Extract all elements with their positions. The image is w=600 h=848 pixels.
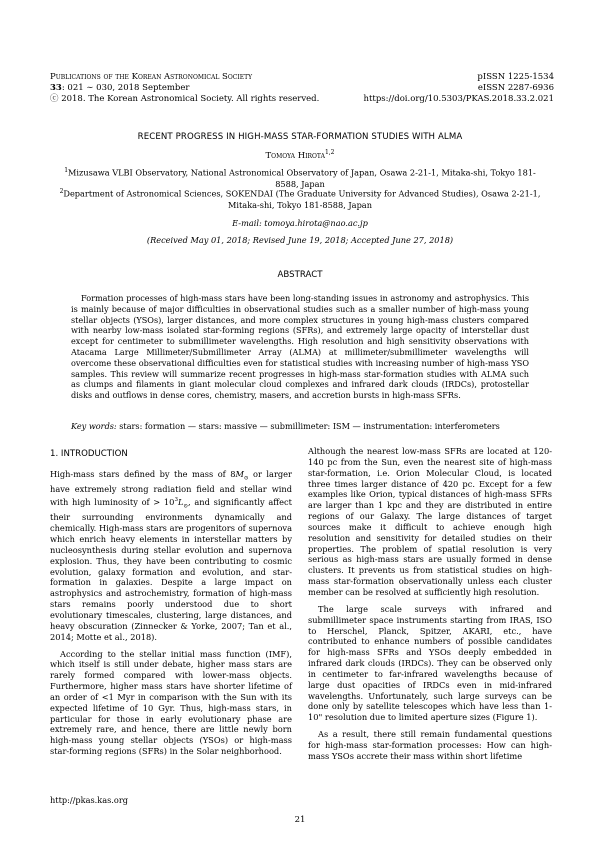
copyright-line: ⓒ 2018. The Korean Astronomical Society. All rights reserved. <box>50 94 320 104</box>
author-superscript: 1,2 <box>324 149 335 156</box>
affiliation-2-text: Department of Astronomical Sciences, SOKENDAI (The Graduate University for Advanced Studies), Osawa 2-21-1, Mitaka-shi, Tokyo 181-8588, Japan <box>63 188 541 210</box>
right-paragraph-2: The large scale surveys with infrared and submillimeter space instruments starting from IRAS, ISO to Herschel, Planck, Spitzer, AKARI, etc., have contributed to enhance numbers of possible candidates for high-mass SFRs and YSOs deeply embedded in infrared dark clouds (IRDCs). They can be observed only in centimeter to far-infrared wavelengths because of large dust opacities of IRDCs even in mid-infrared wavelengths. Unfortunately, such large surveys can be done only by satellite telescopes which have less than 1-10" resolution due to limited aperture sizes (Figure 1). <box>308 603 552 723</box>
volume-pages: : 021 ∼ 030, 2018 September <box>61 83 190 93</box>
intro-p1-part-c: , and significantly affect their surrounding environments dynamically and chemically. High-mass stars are progenitors of supernova which enrich heavy elements in interstellar matters by nucleosynthesis during stellar evolution and supernova explosion. Thus, they have been contributing to cosmic evolution, galaxy formation and evolution, and star-formation in galaxies. Despite a large impact on astrophysics and astrochemistry, formation of high-mass stars remains poorly understood due to short evolutionary timescales, clustering, large distances, and heavy obscuration (Zinnecker & Yorke, 2007; Tan et al., 2014; Motte et al., 2018). <box>50 496 292 642</box>
keywords-list: stars: formation — stars: massive — submillimeter: ISM — instrumentation: interferometers <box>119 421 500 431</box>
intro-paragraph-2: According to the stellar initial mass function (IMF), which itself is still under debate, higher mass stars are rarely formed compared with lower-mass objects. Furthermore, higher mass stars have shorter lifetime of an order of <1 Myr in comparison with the Sun with its expected lifetime of 10 Gyr. Thus, high-mass stars, in particular for those in early evolutionary phase are extremely rare, and hence, there are little newly born high-mass young stellar objects (YSOs) or high-mass star-forming regions (SFRs) in the Solar neighborhood. <box>50 648 292 757</box>
right-paragraph-3: As a result, there still remain fundamental questions for high-mass star-formation processes: How can high-mass YSOs accrete their mass within short lifetime <box>308 729 552 761</box>
right-paragraph-1: Although the nearest low-mass SFRs are located at 120-140 pc from the Sun, even the nearest site of high-mass star-formation, i.e. Orion Molecular Cloud, is located three times larger distance of 420 pc. Except for a few examples like Orion, typical distances of high-mass SFRs are larger than 1 kpc and they are distributed in entire regions of our Galaxy. The large distances of target sources make it difficult to achieve enough high resolution and sensitivity for detailed studies on their properties. The problem of spatial resolution is very serious as high-mass stars are usually formed in dense clusters. It prevents us from statistical studies on high-mass star-formation observationally unless each cluster member can be resolved at sufficiently high resolution. <box>308 446 552 597</box>
keywords-line <box>71 421 541 432</box>
pissn: pISSN 1225-1534 <box>477 72 554 82</box>
intro-paragraph-1: High-mass stars defined by the mass of $8M_⊙$ or larger have extremely strong radiation field and stellar wind with high luminosity of > $10^3L_⊙$, and significantly affect their surrounding environments dynamically and chemically. High-mass stars are progenitors of supernova which enrich heavy elements in interstellar matters by nucleosynthesis during stellar evolution and supernova explosion. Thus, they have been contributing to cosmic evolution, galaxy formation and evolution, and star-formation in galaxies. Despite a large impact on astrophysics and astrochemistry, formation of high-mass stars remains poorly understood due to short evolutionary timescales, clustering, large distances, and heavy obscuration (Zinnecker & Yorke, 2007; Tan et al., 2014; Motte et al., 2018). <box>50 468 292 642</box>
author-line <box>0 149 600 161</box>
abstract-text: Formation processes of high-mass stars have been long-standing issues in astronomy and astrophysics. This is mainly because of major difficulties in observational studies such as a smaller number of high-mass young stellar objects (YSOs), larger distances, and more complex structures in young high-mass clusters compared with nearby low-mass isolated star-forming regions (SFRs), and extremely large opacity of interstellar dust except for centimeter to submillimeter wavelengths. High resolution and high sensitivity observations with Atacama Large Millimeter/Submillimeter Array (ALMA) at millimeter/submillimeter wavelengths will overcome these observational difficulties even for statistical studies with increasing number of high-mass YSO samples. This review will summarize recent progresses in high-mass star-formation studies with ALMA such as clumps and filaments in giant molecular cloud complexes and infrared dark clouds (IRDCs), protostellar disks and outflows in dense cores, chemistry, masers, and accretion bursts in high-mass SFRs. <box>71 293 529 401</box>
right-column <box>308 446 552 768</box>
issn-header <box>304 72 554 105</box>
author-name: Tomoya Hirota <box>265 150 325 161</box>
affiliation-2 <box>55 186 545 211</box>
keywords-label: Key words: <box>71 421 117 431</box>
footer-url[interactable]: http://pkas.kas.org <box>50 795 128 805</box>
journal-name: Publications of the Korean Astronomical Society <box>50 72 253 82</box>
paper-title: RECENT PROGRESS IN HIGH-MASS STAR-FORMATION STUDIES WITH ALMA <box>137 132 463 142</box>
intro-p1-part-b: or larger have extremely strong radiation field and stellar wind with high luminosity of > 10 <box>50 468 292 507</box>
intro-p1-part-a: High-mass stars defined by the mass of 8 <box>50 468 236 479</box>
doi-link[interactable]: https://doi.org/10.5303/PKAS.2018.33.2.021 <box>363 94 554 104</box>
received-dates: (Received May 01, 2018; Revised June 19, 2018; Accepted June 27, 2018) <box>146 235 454 245</box>
abstract-heading: ABSTRACT <box>277 270 323 280</box>
page-number: 21 <box>294 815 306 825</box>
volume-number: 33 <box>50 83 62 93</box>
email-line[interactable]: E-mail: tomoya.hirota@nao.ac.jp <box>232 218 368 228</box>
left-column <box>50 449 292 763</box>
affiliation-1-text: Mizusawa VLBI Observatory, National Astronomical Observatory of Japan, Osawa 2-21-1, Mitaka-shi, Tokyo 181-8588, Japan <box>68 167 536 189</box>
affiliation-1-sup: 1 <box>64 167 69 174</box>
eissn: eISSN 2287-6936 <box>477 83 554 93</box>
affiliation-2-sup: 2 <box>59 188 64 195</box>
section-heading-introduction: 1. INTRODUCTION <box>50 449 128 459</box>
